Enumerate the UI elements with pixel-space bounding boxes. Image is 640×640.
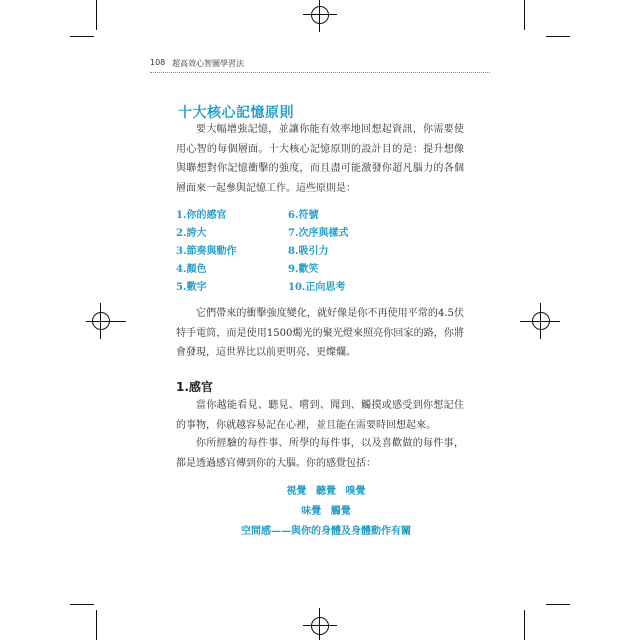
senses-line: [176, 482, 476, 502]
crop-mark: [96, 610, 97, 640]
impact-paragraph: 它們帶來的衝擊強度變化，就好像是你不再使用平常的4.5伏特手電筒，而是使用1500燭光的聚光燈來照亮你回家的路，你將會發現，這世界比以前更明亮、更燦爛。: [176, 308, 464, 358]
sense-hearing: 聽覺: [316, 486, 336, 497]
senses-heading: 1.感官: [176, 380, 213, 394]
list-item: 10.正向思考: [288, 282, 346, 293]
crop-mark: [96, 0, 97, 30]
list-item: 6.符號: [288, 210, 319, 221]
list-item: 8.吸引力: [288, 246, 329, 257]
senses-paragraph-2: 你所經驗的每件事、所學的每件事，以及喜歡做的每件事，都是透過感官傳到你的大腦。你的感覺包括：: [176, 438, 464, 469]
senses-line: [176, 502, 476, 522]
crop-mark: [524, 610, 525, 640]
sense-spatial: 空間感——與你的身體及身體動作有關: [241, 526, 411, 537]
list-item: 2.誇大: [176, 228, 207, 239]
sense-taste: 味覺: [301, 506, 322, 517]
list-item: 5.數字: [176, 282, 207, 293]
list-item: 9.歡笑: [288, 264, 319, 275]
senses-list: [176, 482, 476, 542]
crop-mark: [524, 0, 525, 30]
crop-mark: [546, 36, 570, 37]
list-item: 1.你的感官: [176, 210, 227, 221]
sense-sight: 視覺: [286, 486, 307, 497]
crop-mark: [546, 604, 570, 605]
list-item: 3.節奏與動作: [176, 246, 237, 257]
intro-paragraph: 要大幅增強記憶，並讓你能有效率地回想起資訊，你需要使用心智的每個層面。十大核心記憶原則的設計目的是：提升想像與聯想對你記憶衝擊的強度，而且盡可能激發你超凡腦力的各個層面來一起參與記憶工作。這些原則是：: [176, 124, 464, 194]
crop-mark: [70, 36, 94, 37]
header-rule: [150, 72, 490, 73]
list-item: 4.顏色: [176, 264, 207, 275]
sense-smell: 嗅覺: [345, 486, 366, 497]
sense-touch: 觸覺: [330, 506, 351, 517]
section-heading: 十大核心記憶原則: [178, 105, 294, 121]
list-item: 7.次序與樣式: [288, 228, 349, 239]
senses-paragraph-1: 當你越能看見、聽見、嚐到、聞到、觸摸或感受到你想記住的事物，你就越容易記在心裡，並且能在需要時回想起來。: [176, 400, 464, 431]
book-title: 超高效心智圖學習法: [172, 59, 244, 68]
page-number: 108: [150, 58, 166, 67]
crop-mark: [70, 604, 94, 605]
